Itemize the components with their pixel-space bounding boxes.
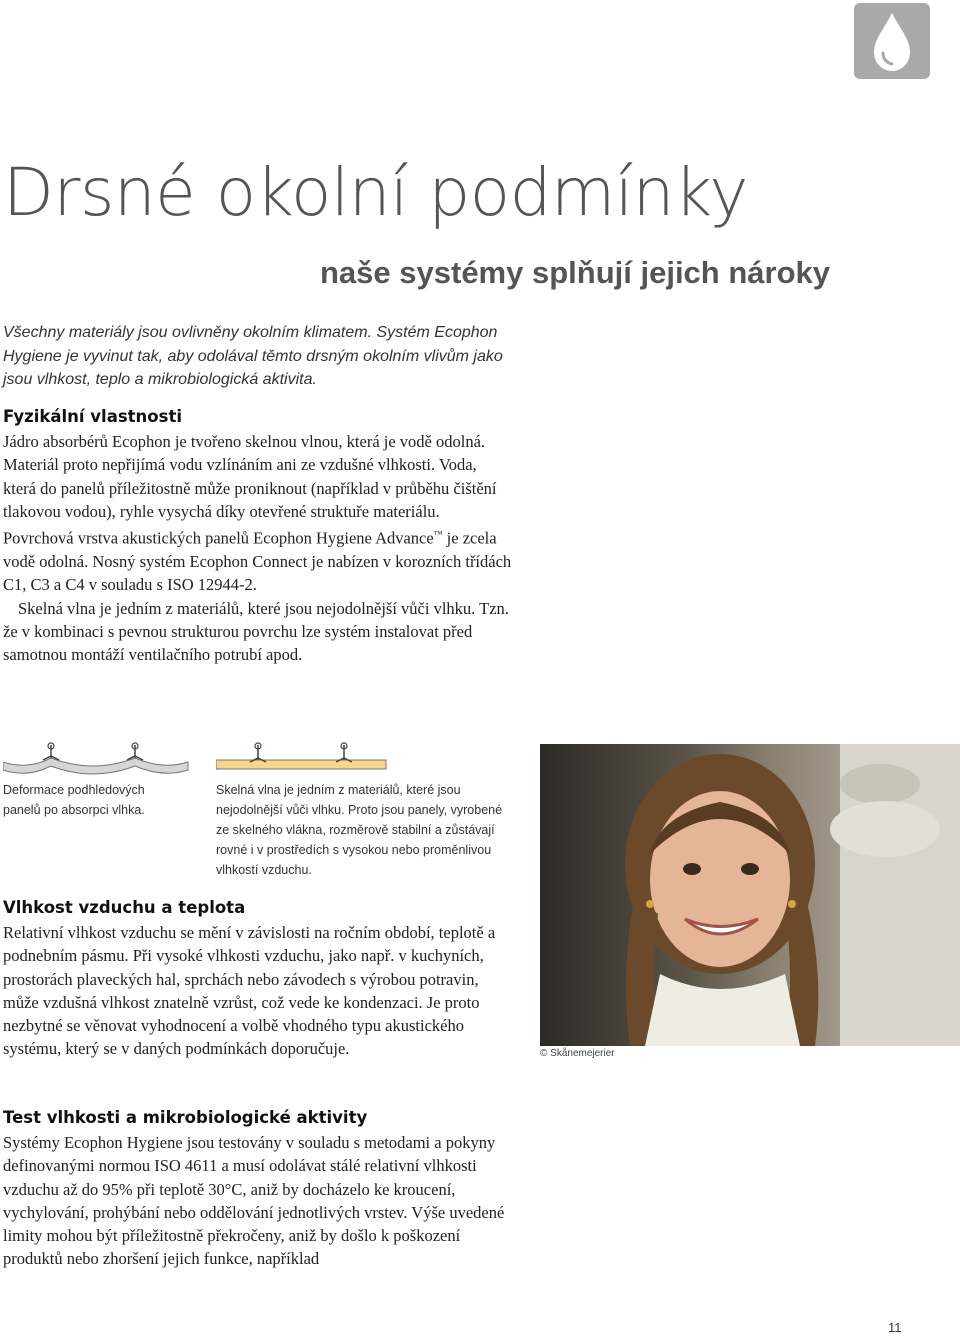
- trademark-mark: ™: [433, 529, 443, 540]
- deformed-panel-diagram: [3, 740, 193, 780]
- water-drop-icon: [854, 3, 930, 79]
- page-subtitle: naše systémy splňují jejich nároky: [320, 255, 831, 290]
- portrait-illustration: [540, 744, 960, 1046]
- water-drop-badge: [854, 3, 930, 79]
- stable-panel-diagram: [216, 740, 390, 780]
- caption-deformed-panels: Deformace podhledových panelů po absorpci vlhka.: [3, 783, 145, 817]
- physical-para-1b: je zcela vodě odolná. Nosný systém Ecophon Connect je nabízen v korozních třídách C1, C3 a C4 v souladu s ISO 12944-2.: [3, 528, 512, 595]
- section-physical-body: [3, 430, 513, 666]
- woman-photo: [540, 744, 960, 1046]
- physical-para-2: Skelná vlna je jedním z materiálů, které jsou nejodolnější vůči vlhku. Tzn. že v kombinaci s pevnou strukturou povrchu lze systém instalovat před samotnou montáží ventilačního potrubí apod.: [3, 598, 509, 665]
- section-test-body: Systémy Ecophon Hygiene jsou testovány v souladu s metodami a pokyny definovanými normou ISO 4611 a musí odolávat stálé relativní vlhkosti vzduchu až do 95% při teplotě 30°C, aniž by docházelo ke kroucení, vychylování, prohýbání nebo oddělování jednotlivých vrstev. Výše uvedené limity mohou být příležitostně překročeny, aniž by došlo k poškození produktů nebo zhoršení jejich funkce, například: [3, 1133, 505, 1269]
- photo-credit: © Skånemejerier: [540, 1048, 615, 1059]
- section-humidity-body: Relativní vlhkost vzduchu se mění v závislosti na ročním období, teplotě a podnebním pásmu. Při vysoké vlhkosti vzduchu, jako např. v kuchyních, prostorách plaveckých hal, sprchách nebo závodech s výrobou potravin, může vzdušná vlhkost znatelně vzrůst, což vede ke kondenzaci. Je proto nezbytné se věnovat vyhodnocení a volbě vhodného typu akustického systému, který se v daných podmínkách doporučuje.: [3, 923, 496, 1059]
- page-title: Drsné okolní podmínky: [3, 154, 748, 231]
- physical-para-1a: Jádro absorbérů Ecophon je tvořeno skelnou vlnou, která je vodě odolná. Materiál proto nepřijímá vodu vzlínáním ani ze vzdušné vlhkosti. Voda, která do panelů příležitostně může proniknout (například v průběhu čištění tlakovou vodou), ryhle vysychá díky otevřené struktuře materiálu. Povrchová vrstva akustických panelů Ecophon Hygiene Advance: [3, 432, 497, 548]
- section-heading-physical: Fyzikální vlastnosti: [3, 407, 182, 426]
- lead-paragraph: Všechny materiály jsou ovlivněny okolním klimatem. Systém Ecophon Hygiene je vyvinut tak, aby odolával těmto drsným okolním vlivům jako jsou vlhkost, teplo a mikrobiologická aktivita.: [3, 324, 503, 388]
- caption-glass-wool: Skelná vlna je jedním z materiálů, které jsou nejodolnější vůči vlhku. Proto jsou panely, vyrobené ze skelného vlákna, rozměrově stabilní a zůstávají rovné i v prostředích s vysokou nebo proměnlivou vlhkostí vzduchu.: [216, 783, 503, 877]
- section-heading-humidity: Vlhkost vzduchu a teplota: [3, 898, 246, 917]
- page-number: 11: [888, 1320, 902, 1335]
- section-heading-test: Test vlhkosti a mikrobiologické aktivity: [3, 1108, 368, 1127]
